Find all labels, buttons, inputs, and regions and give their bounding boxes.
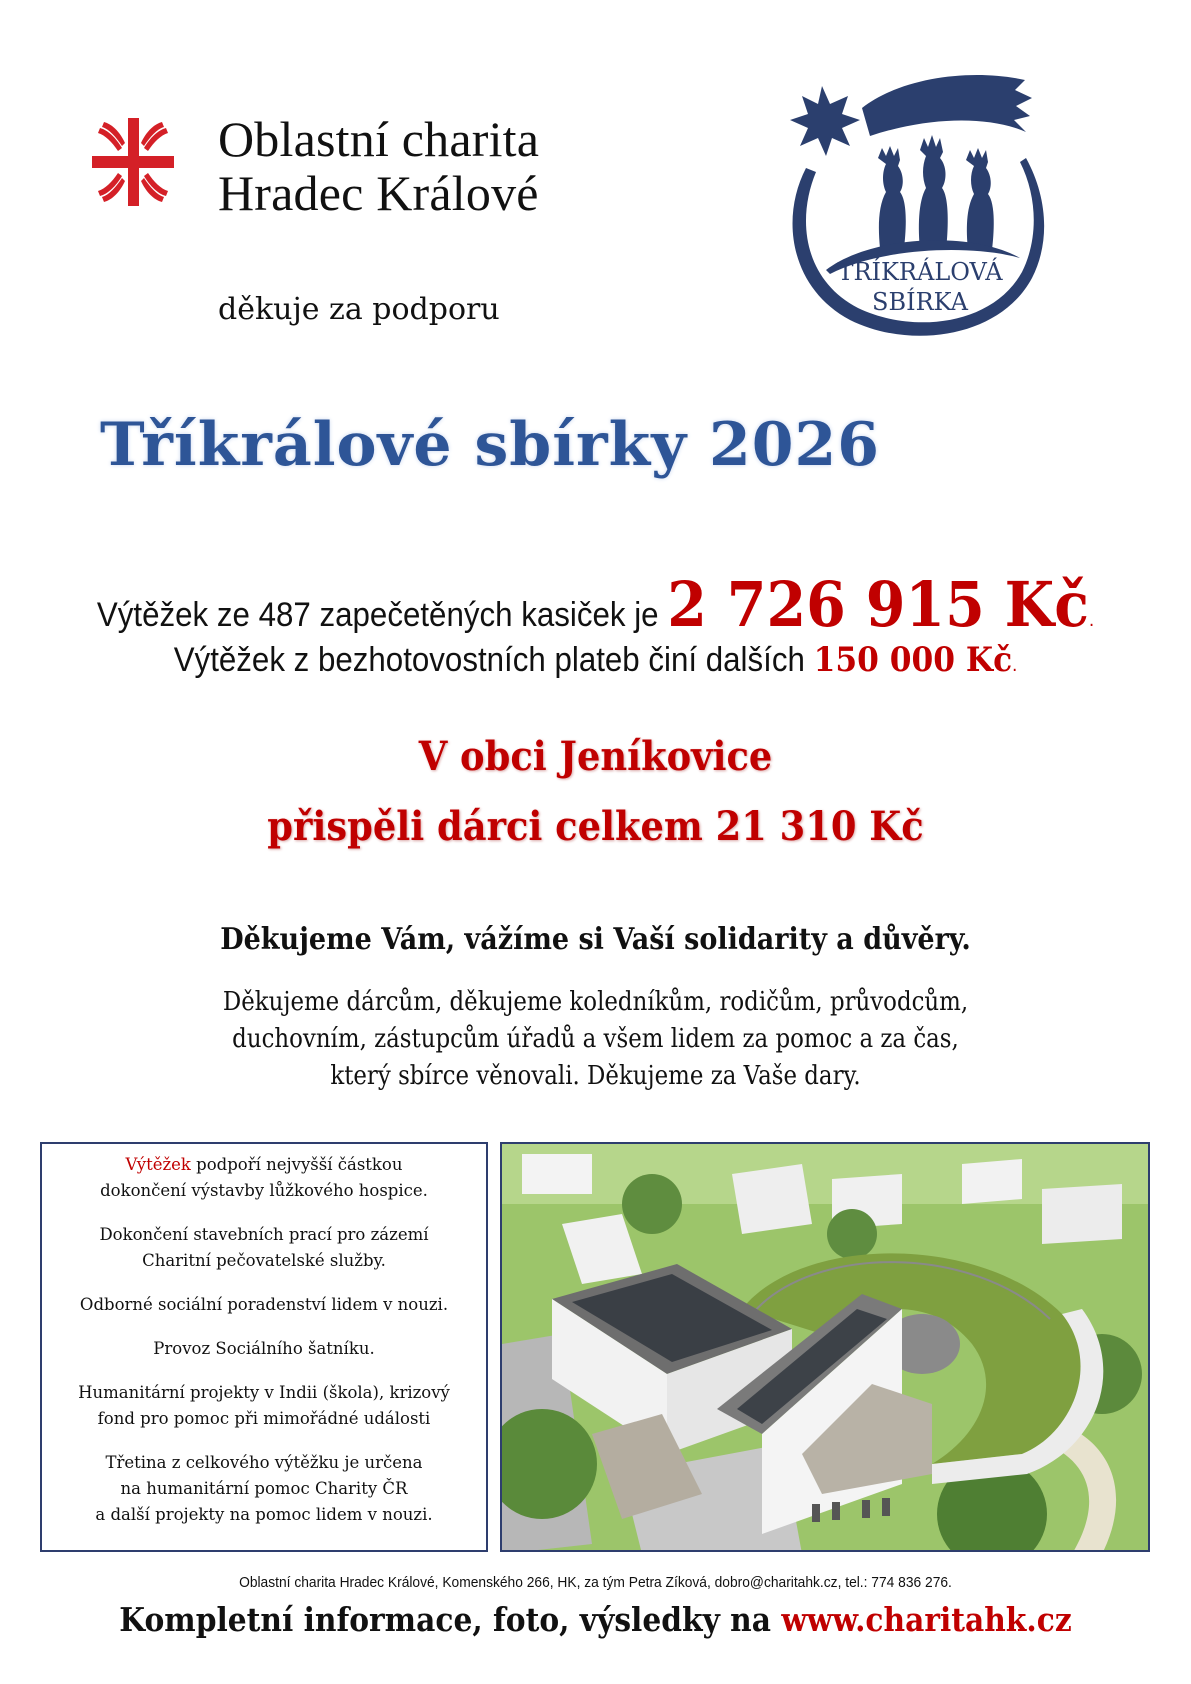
org-name-line2: Hradec Králové [218,165,539,221]
trikralova-sbirka-logo-icon [770,58,1070,348]
village-name: V obci Jeníkovice [418,733,773,780]
usage-item-third [42,1450,486,1528]
usage-item-humanitarian [42,1380,486,1432]
thanks-body-line: který sbírce věnovali. Děkujeme za Vaše dary. [330,1061,861,1091]
footer-cta-text: Kompletní informace, foto, výsledky na [119,1600,782,1639]
proceeds-cashless-line [48,640,1144,680]
thanks-heading: Děkujeme Vám, vážíme si Vaší solidarity a důvěry. [220,922,971,957]
footer-contact: Oblastní charita Hradec Králové, Komenského 266, HK, za tým Petra Zíková, dobro@charitahk.cz, tel.: 774 836 276. [239,1574,952,1591]
usage-item-care-service [42,1222,486,1274]
website-link[interactable]: www.charitahk.cz [781,1600,1072,1639]
proceeds-cashless-dot: . [1012,654,1018,676]
org-name [218,112,539,220]
proceeds-usage-box [40,1142,488,1552]
village-result [48,722,1144,862]
usage-text: fond pro pomoc při mimořádné události [97,1409,431,1428]
thanks-subtitle: děkuje za podporu [218,292,500,327]
usage-item-wardrobe: Provoz Sociálního šatníku. [153,1339,375,1358]
village-amount: přispěli dárci celkem 21 310 Kč [267,803,924,850]
usage-text: Humanitární projekty v Indii (škola), krizový [78,1383,450,1402]
usage-text: dokončení výstavby lůžkového hospice. [100,1181,428,1200]
usage-text: na humanitární pomoc Charity ČR [120,1479,408,1498]
proceeds-cashless-text: Výtěžek z bezhotovostních plateb činí dalších [173,641,814,679]
proceeds-cash-text: Výtěžek ze 487 zapečetěných kasiček je [96,596,668,634]
org-name-line1: Oblastní charita [218,111,540,167]
proceeds-cashless-amount: 150 000 Kč [813,640,1013,680]
svg-text:TŘÍKRÁLOVÁ: TŘÍKRÁLOVÁ [837,258,1003,286]
usage-text: a další projekty na pomoc lidem v nouzi. [95,1505,433,1524]
page-title: Tříkrálové sbírky 2026 [100,410,880,480]
thanks-body-line: Děkujeme dárcům, děkujeme koledníkům, rodičům, průvodcům, [222,987,969,1017]
proceeds-cash-line [48,568,1144,641]
usage-item-counselling: Odborné sociální poradenství lidem v nouzi. [79,1295,449,1314]
proceeds-cash-amount: 2 726 915 Kč [667,568,1089,641]
thanks-body-line: duchovním, zástupcům úřadů a všem lidem za pomoc a za čas, [232,1024,959,1054]
usage-item-hospice [42,1152,486,1204]
svg-text:SBÍRKA: SBÍRKA [872,288,968,316]
usage-text: Třetina z celkového výtěžku je určena [105,1453,423,1472]
hospice-rendering-image [500,1142,1150,1552]
usage-highlight: Výtěžek [125,1155,191,1174]
footer-cta [60,1600,1132,1639]
usage-text: podpoří nejvyšší částkou [190,1155,403,1174]
usage-text: Charitní pečovatelské služby. [142,1251,386,1270]
proceeds-cash-dot: . [1088,609,1095,631]
usage-text: Dokončení stavebních prací pro zázemí [99,1225,429,1244]
thanks-body [71,984,1119,1095]
charita-logo-icon [92,118,174,206]
